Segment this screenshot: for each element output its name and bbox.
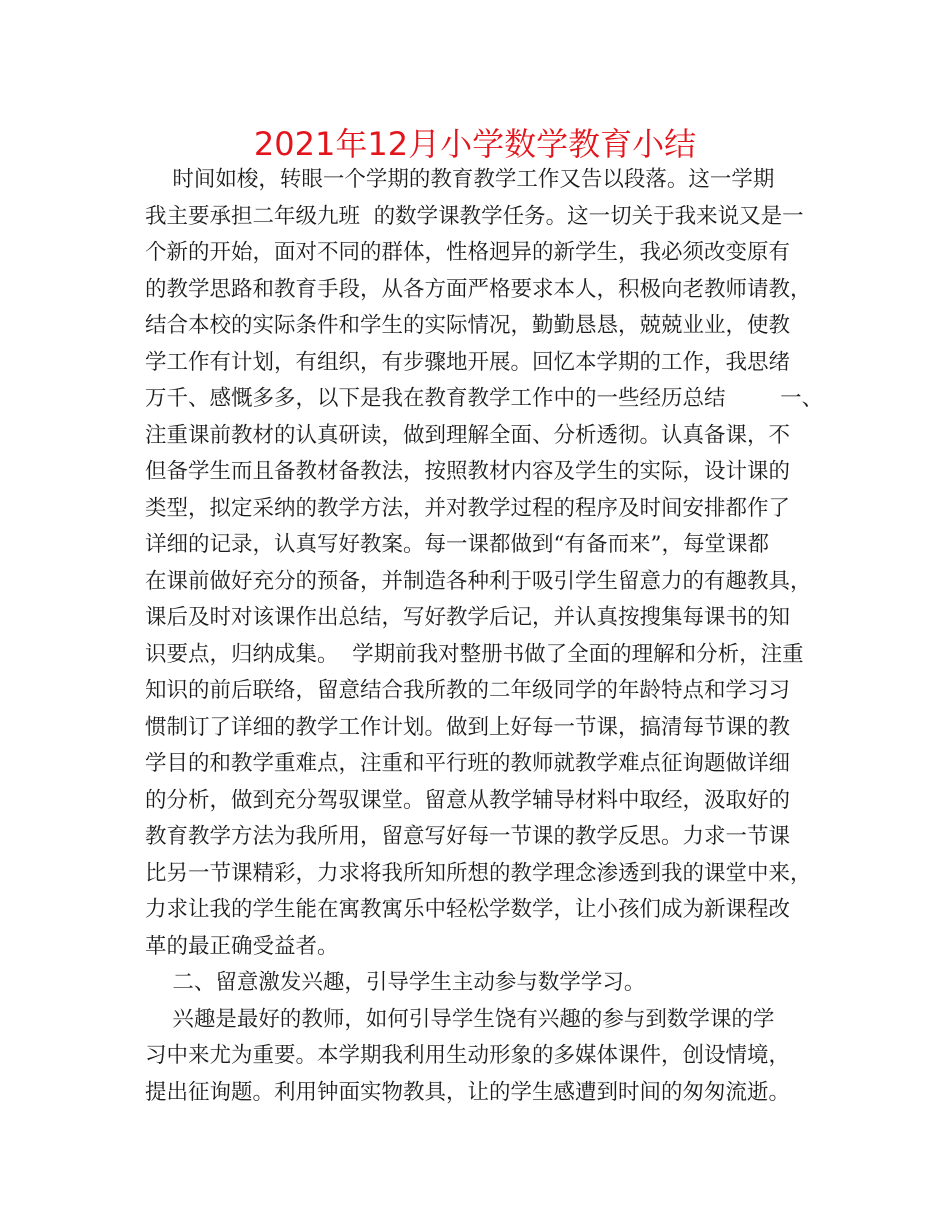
body-line: 力求让我的学生能在寓教寓乐中轻松学数学，让小孩们成为新课程改 [145, 897, 791, 922]
body-line: 提出征询题。利用钟面实物教具，让的学生感遭到时间的匆匆流逝。 [145, 1079, 791, 1105]
section-heading: 二、留意激发兴趣，引导学生主动参与数学学习。 [145, 970, 646, 995]
body-line: 我主要承担二年级九班 的数学课教学任务。这一切关于我来说又是一 [145, 203, 804, 229]
body-line: 注重课前教材的认真研读，做到理解全面、分析透彻。认真备课，不 [145, 422, 791, 448]
body-line: 的分析，做到充分驾驭课堂。留意从教学辅导材料中取经，汲取好的 [145, 787, 791, 813]
body-line: 在课前做好充分的预备，并制造各种利于吸引学生留意力的有趣教具， [145, 568, 812, 594]
body-line: 个新的开始，面对不同的群体，性格迥异的新学生，我必须改变原有 [145, 240, 791, 265]
body-line: 教育教学方法为我所用，留意写好每一节课的教学反思。力求一节课 [145, 824, 791, 849]
body-line: 类型，拟定采纳的教学方法，并对教学过程的程序及时间安排都作了 [145, 495, 791, 521]
body-line: 结合本校的实际条件和学生的实际情况，勤勤恳恳，兢兢业业，使教 [145, 313, 791, 338]
body-line: 课后及时对该课作出总结，写好教学后记，并认真按搜集每课书的知 [145, 605, 791, 630]
body-line: 比另一节课精彩，力求将我所知所想的教学理念渗透到我的课堂中来， [145, 860, 812, 886]
body-line: 惯制订了详细的教学工作计划。做到上好每一节课，搞清每节课的教 [145, 714, 791, 740]
body-line: 的教学思路和教育手段，从各方面严格要求本人，积极向老教师请教， [145, 276, 812, 302]
body-line: 革的最正确受益者。 [145, 933, 339, 959]
body-line: 习中来尤为重要。本学期我利用生动形象的多媒体课件，创设情境， [145, 1043, 791, 1068]
body-line: 学目的和教学重难点，注重和平行班的教师就教学难点征询题做详细 [145, 751, 791, 776]
body-line: 兴趣是最好的教师，如何引导学生饶有兴趣的参与到数学课的学 [145, 1006, 775, 1032]
body-line: 但备学生而且备教材备教法，按照教材内容及学生的实际，设计课的 [145, 459, 791, 484]
body-line: 万千、感慨多多，以下是我在教育教学工作中的一些经历总结 一、 [145, 386, 824, 411]
body-line: 识要点，归纳成集。 学期前我对整册书做了全面的理解和分析，注重 [145, 641, 804, 667]
document-body [145, 162, 825, 1111]
body-line: 时间如梭，转眼一个学期的教育教学工作又告以段落。这一学期 [145, 167, 775, 192]
body-line: 学工作有计划，有组织，有步骤地开展。回忆本学期的工作，我思绪 [145, 349, 791, 375]
body-line: 知识的前后联络，留意结合我所教的二年级同学的年龄特点和学习习 [145, 678, 791, 703]
document-title: 2021年12月小学数学教育小结 [253, 125, 697, 163]
body-line: 详细的记录，认真写好教案。每一课都做到“有备而来”，每堂课都 [145, 532, 769, 557]
